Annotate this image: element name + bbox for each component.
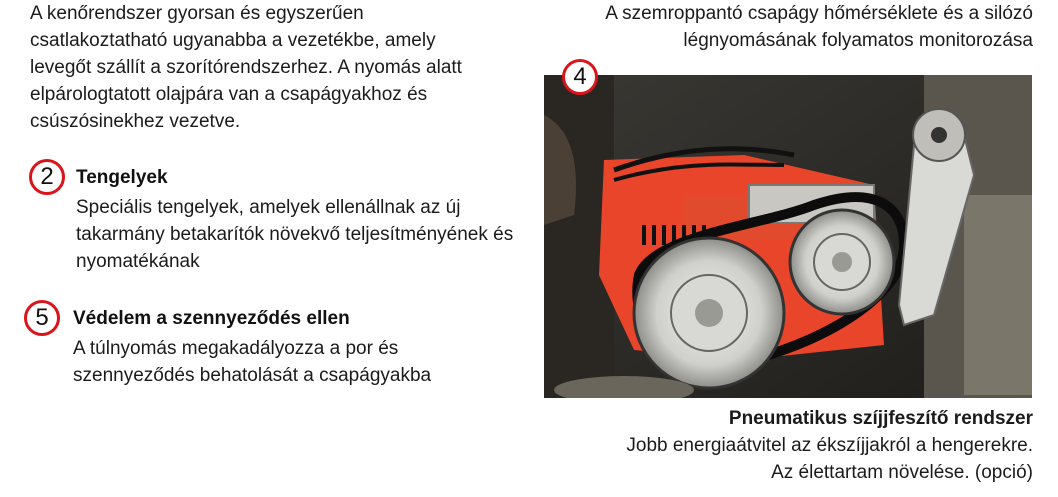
intro-line: csatlakoztatható ugyanabba a vezetékbe, amely [30,30,436,51]
tensioner-illustration [544,75,1032,398]
tensioner-caption [563,405,1033,486]
badge-number: 5 [35,304,49,331]
machine-photo [544,75,1032,398]
axles-line: Speciális tengelyek, amelyek ellenállnak az új [76,197,461,218]
dirt-protection-line: szennyeződés behatolását a csapágyakba [73,365,432,386]
intro-line: levegőt szállít a szorítórendszerhez. A nyomás alatt [30,57,462,78]
monitoring-line: A szemroppantó csapágy hőmérséklete és a silózó [605,3,1033,24]
intro-line: A kenőrendszer gyorsan és egyszerűen [30,3,364,24]
tensioner-heading: Pneumatikus szíjjfeszítő rendszer [728,408,1033,429]
tensioner-line: Az élettartam növelése. (opció) [771,462,1033,483]
axles-heading: Tengelyek [76,167,168,188]
axles-line: nyomatékának [76,251,200,272]
number-badge-4 [562,59,598,95]
axles-line: takarmány betakarítók növekvő teljesítményének és [76,224,514,245]
intro-line: elpárologtatott olajpára van a csapágyakhoz és [30,84,428,105]
intro-paragraph [30,0,490,135]
monitoring-caption [563,0,1033,54]
badge-number: 4 [573,63,587,90]
axles-description [76,194,546,275]
dirt-protection-description [73,335,543,389]
tensioner-line: Jobb energiaátvitel az ékszíjjakról a hengerekre. [626,435,1033,456]
intro-line: csúszósinekhez vezetve. [30,111,241,132]
monitoring-line: légnyomásának folyamatos monitorozása [683,30,1033,51]
number-badge-2 [29,159,65,195]
badge-number: 2 [40,163,54,190]
dirt-protection-line: A túlnyomás megakadályozza a por és [73,338,399,359]
number-badge-5 [24,300,60,336]
dirt-protection-heading: Védelem a szennyeződés ellen [73,308,350,329]
